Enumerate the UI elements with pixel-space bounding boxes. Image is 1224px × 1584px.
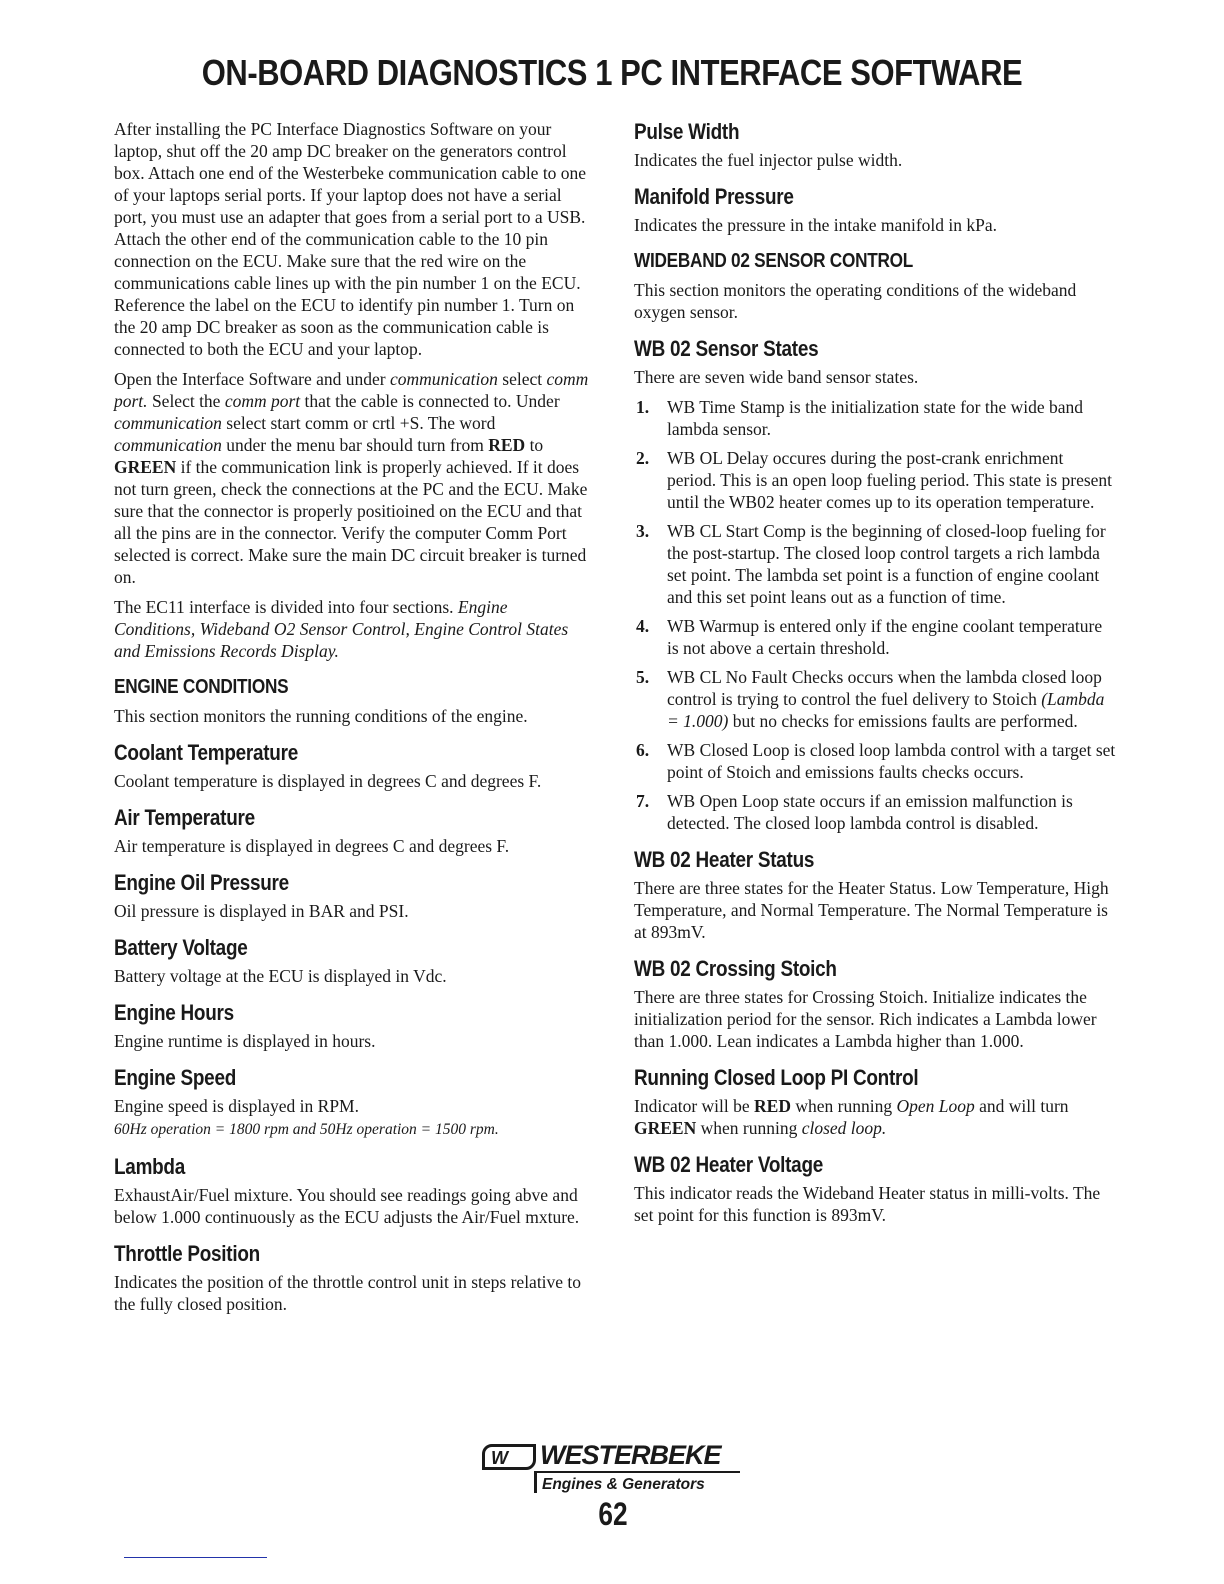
air-temperature-heading: Air Temperature xyxy=(114,805,255,830)
wideband-sensor-control-text: This section monitors the operating conditions of the wideband oxygen sensor. xyxy=(634,280,1077,322)
engine-hours-heading: Engine Hours xyxy=(114,1000,234,1025)
battery-voltage-text: Battery voltage at the ECU is displayed in Vdc. xyxy=(114,966,447,986)
page-title: ON-BOARD DIAGNOSTICS 1 PC INTERFACE SOFTWARE xyxy=(201,52,1023,93)
air-temperature-text: Air temperature is displayed in degrees C and degrees F. xyxy=(114,836,510,856)
heater-status-heading: WB 02 Heater Status xyxy=(634,847,815,872)
westerbeke-logo-icon xyxy=(482,1444,536,1470)
list-item: 3. WB CL Start Comp is the beginning of closed-loop fueling for the post-startup. The closed loop control targets a rich lambda set point. The lambda set point is a function of engine coolant and this set point leans out as a function of time. xyxy=(636,521,1106,607)
list-item: 2. WB OL Delay occures during the post-crank enrichment period. This is an open loop fueling period. This state is present until the WB02 heater comes up to its operation temperature. xyxy=(636,448,1113,512)
red-word: RED xyxy=(488,435,526,455)
crossing-stoich-heading: WB 02 Crossing Stoich xyxy=(634,956,837,981)
pulse-width-heading: Pulse Width xyxy=(634,119,740,144)
engine-oil-pressure-text: Oil pressure is displayed in BAR and PSI. xyxy=(114,901,409,921)
intro-paragraph-3: The EC11 interface is divided into four sections. Engine Conditions, Wideband O2 Sensor Control, Engine Control States and Emissions Records Display. xyxy=(114,597,569,661)
battery-voltage-heading: Battery Voltage xyxy=(114,935,248,960)
intro-paragraph-2: Open the Interface Software and under communication select comm port. Select the comm port that the cable is connected to. Under communication select start comm or crtl +S. The word communication under the menu bar should turn from RED to GREEN if the communication link is properly achieved. If it does not turn green, check the connections at the PC and the ECU. Make sure that the connector is properly positioined on the ECU and that all the pins are in the connector. Verify the computer Comm Port selected is correct. Make sure the main DC circuit breaker is turned on. xyxy=(114,369,589,587)
running-closed-loop-heading: Running Closed Loop PI Control xyxy=(634,1065,919,1090)
list-item: 6. WB Closed Loop is closed loop lambda control with a target set point of Stoich and emissions faults checks occurs. xyxy=(636,740,1116,782)
coolant-temperature-text: Coolant temperature is displayed in degrees C and degrees F. xyxy=(114,771,542,791)
crossing-stoich-text: There are three states for Crossing Stoich. Initialize indicates the initialization period for the sensor. Rich indicates a Lambda lower than 1.000. Lean indicates a Lambda higher than 1.000. xyxy=(634,987,1097,1051)
brand-name: WESTERBEKE xyxy=(540,1440,721,1470)
green-word: GREEN xyxy=(114,457,177,477)
engine-speed-note: 60Hz operation = 1800 rpm and 50Hz operation = 1500 rpm. xyxy=(114,1121,499,1138)
sensor-states-list xyxy=(634,396,1116,834)
engine-conditions-text: This section monitors the running conditions of the engine. xyxy=(114,706,528,726)
engine-hours-text: Engine runtime is displayed in hours. xyxy=(114,1031,376,1051)
heater-voltage-heading: WB 02 Heater Voltage xyxy=(634,1152,824,1177)
list-item: 5. WB CL No Fault Checks occurs when the lambda closed loop control is trying to control the fuel delivery to Stoich (Lambda = 1.000) but no checks for emissions faults are performed. xyxy=(636,667,1105,731)
list-item: 1. WB Time Stamp is the initialization state for the wide band lambda sensor. xyxy=(636,397,1084,439)
lambda-heading: Lambda xyxy=(114,1154,186,1179)
heater-status-text: There are three states for the Heater Status. Low Temperature, High Temperature, and Normal Temperature. The Normal Temperature is at 893mV. xyxy=(634,878,1109,942)
running-closed-loop-text: Indicator will be RED when running Open Loop and will turn GREEN when running closed loop. xyxy=(634,1096,1069,1138)
sensor-states-heading: WB 02 Sensor States xyxy=(634,336,819,361)
brand-underline xyxy=(534,1471,740,1473)
brand-tagline: Engines & Generators xyxy=(542,1476,705,1493)
footer xyxy=(482,1440,744,1554)
intro-paragraph-1: After installing the PC Interface Diagnostics Software on your laptop, shut off the 20 amp DC breaker on the generators control box. Attach one end of the Westerbeke communication cable to one of your laptops serial ports. If your laptop does not have a serial port, you must use an adapter that goes from a serial port to a USB. Attach the other end of the communication cable to the 10 pin connection on the ECU. Make sure that the red wire on the communications cable lines up with the pin number 1 on the ECU. Reference the label on the ECU to identify pin number 1. Turn on the 20 amp DC breaker as soon as the communication cable is connected to both the ECU and your laptop. xyxy=(114,119,587,359)
logo-mark: W xyxy=(491,1448,505,1468)
list-item: 7. WB Open Loop state occurs if an emission malfunction is detected. The closed loop lambda control is disabled. xyxy=(636,791,1073,833)
engine-conditions-heading: ENGINE CONDITIONS xyxy=(114,676,289,698)
left-column xyxy=(114,118,592,1323)
engine-speed-heading: Engine Speed xyxy=(114,1065,237,1090)
throttle-position-heading: Throttle Position xyxy=(114,1241,260,1266)
manifold-pressure-text: Indicates the pressure in the intake manifold in kPa. xyxy=(634,215,998,235)
page-number: 62 xyxy=(598,1496,628,1532)
sensor-states-intro: There are seven wide band sensor states. xyxy=(634,367,919,387)
coolant-temperature-heading: Coolant Temperature xyxy=(114,740,298,765)
pulse-width-text: Indicates the fuel injector pulse width. xyxy=(634,150,903,170)
engine-speed-text: Engine speed is displayed in RPM. 60Hz operation = 1800 rpm and 50Hz operation = 1500 rpm. xyxy=(114,1096,499,1138)
footnote-rule xyxy=(124,1557,267,1558)
throttle-position-text: Indicates the position of the throttle control unit in steps relative to the fully closed position. xyxy=(114,1272,582,1314)
lambda-text: ExhaustAir/Fuel mixture. You should see readings going abve and below 1.000 continuously as the ECU adjusts the Air/Fuel mxture. xyxy=(114,1185,580,1227)
heater-voltage-text: This indicator reads the Wideband Heater status in milli-volts. The set point for this function is 893mV. xyxy=(634,1183,1101,1225)
list-item: 4. WB Warmup is entered only if the engine coolant temperature is not above a certain threshold. xyxy=(636,616,1103,658)
manifold-pressure-heading: Manifold Pressure xyxy=(634,184,794,209)
engine-oil-pressure-heading: Engine Oil Pressure xyxy=(114,870,289,895)
brand-stem xyxy=(534,1471,537,1493)
right-column xyxy=(634,118,1116,1234)
wideband-sensor-control-heading: WIDEBAND 02 SENSOR CONTROL xyxy=(634,250,914,272)
